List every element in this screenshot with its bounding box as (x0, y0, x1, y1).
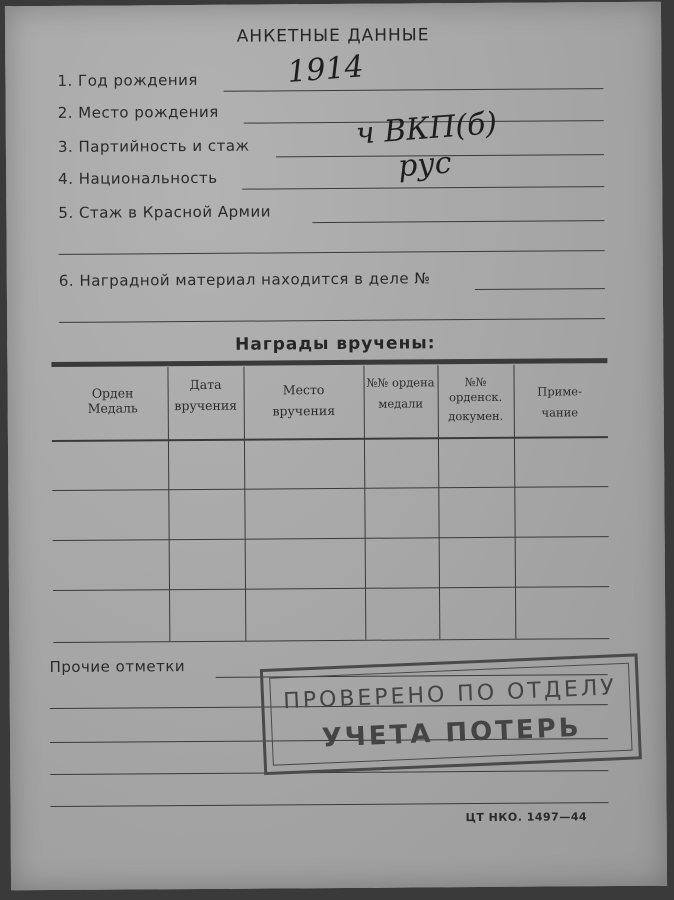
col-header-medal-number: №№ ордена медали (366, 375, 435, 411)
field-army-service-line-2 (59, 250, 605, 255)
field-nationality-line (242, 186, 604, 190)
field-army-service-label: 5. Стаж в Красной Армии (58, 202, 272, 222)
field-birth-year-line (224, 88, 604, 92)
col-header-order: Орден Медаль (87, 385, 138, 416)
field-party-label: 3. Партийность и стаж (57, 136, 250, 156)
stamp-line-2: УЧЕТА ПОТЕРЬ (321, 712, 583, 754)
losses-dept-stamp (260, 653, 642, 775)
col-header-doc-number: №№ орденск. докумен. (448, 374, 504, 424)
field-birth-year-value: 1914 (286, 49, 365, 90)
award-material-label: 6. Наградной материал находится в деле № (58, 269, 431, 290)
table-row-rule-2 (53, 536, 609, 541)
award-material-line (475, 288, 605, 290)
field-nationality-value: рус (396, 145, 453, 185)
field-nationality-label: 4. Национальность (58, 168, 218, 188)
field-army-service-line (312, 220, 604, 223)
form-print-code: ЦТ НКО. 1497—44 (465, 810, 588, 825)
award-material-line-2 (59, 318, 605, 323)
other-marks-label: Прочие отметки (49, 657, 186, 677)
table-row-rule-3 (53, 586, 609, 591)
col-header-date: Дата вручения (174, 376, 238, 414)
form-title: АНКЕТНЫЕ ДАННЫЕ (236, 25, 430, 47)
table-header-rule (52, 436, 608, 442)
field-party-value: ч ВКП(б) (354, 105, 499, 152)
table-row-rule-1 (52, 486, 608, 491)
field-birthplace-label: 2. Место рождения (57, 102, 219, 122)
awards-top-rule (51, 358, 607, 367)
col-header-place: Место вручения (272, 382, 336, 419)
table-bottom-rule (53, 638, 609, 643)
form-sheet (5, 2, 667, 891)
awards-title: Награды вручены: (235, 333, 436, 355)
field-birth-year-label: 1. Год рождения (57, 70, 198, 90)
col-header-note: Приме- чание (537, 384, 583, 420)
other-marks-line-5 (51, 802, 609, 807)
stamp-line-1: ПРОВЕРЕНО ПО ОТДЕЛУ (282, 675, 618, 715)
